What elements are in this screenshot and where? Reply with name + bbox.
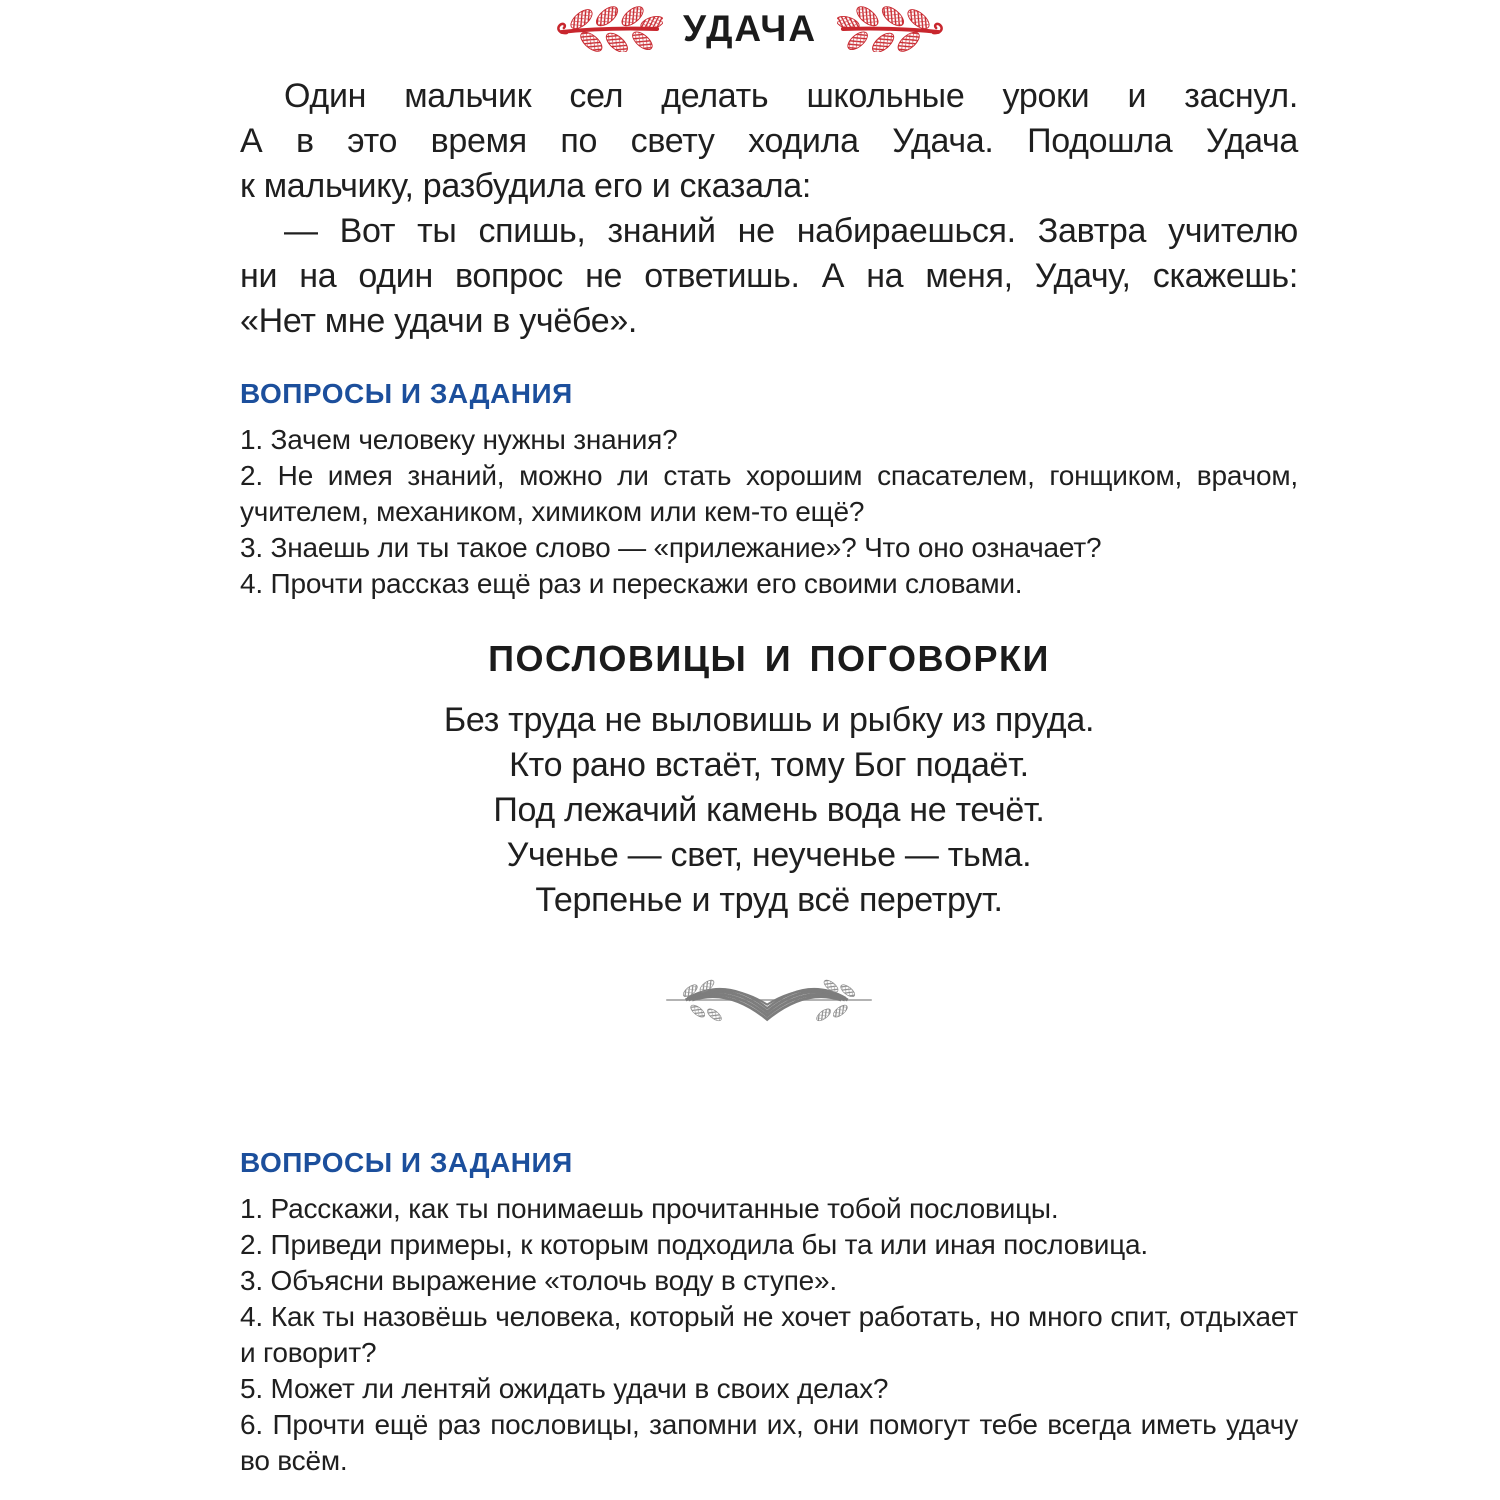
question-item: 5. Может ли лентяй ожидать удачи в своих делах? [240, 1373, 889, 1404]
story-text [240, 74, 1298, 344]
story-line: к мальчику, разбудила его и сказала: [240, 167, 812, 205]
question-item: 6. Прочти ещё раз пословицы, запомни их, они помогут тебе всегда иметь удачу во всём. [240, 1409, 1298, 1476]
question-item: 4. Как ты назовёшь человека, который не хочет работать, но много спит, отдыхает и говорит? [240, 1301, 1298, 1368]
red-branch-left-icon [555, 6, 663, 52]
red-branch-right-icon [837, 6, 945, 52]
chapter-title-row [0, 0, 1500, 52]
story-line: Один мальчик сел делать школьные уроки и заснул. [284, 77, 1298, 115]
story-line: ни на один вопрос не ответишь. А на меня, Удачу, скажешь: [240, 257, 1298, 295]
story-line: — Вот ты спишь, знаний не набираешься. Завтра учителю [284, 212, 1298, 250]
story-paragraph [240, 209, 1298, 344]
questions-list-bottom [240, 1191, 1298, 1479]
question-item: 1. Расскажи, как ты понимаешь прочитанные тобой пословицы. [240, 1193, 1059, 1224]
proverb-line: Терпенье и труд всё перетрут. [535, 881, 1003, 919]
question-item: 3. Объясни выражение «толочь воду в ступе». [240, 1265, 837, 1296]
proverb-line: Без труда не выловишь и рыбку из пруда. [443, 701, 1095, 739]
questions-heading-top: ВОПРОСЫ И ЗАДАНИЯ [240, 378, 573, 409]
page-content [240, 74, 1298, 1479]
question-item: 4. Прочти рассказ ещё раз и перескажи его своими словами. [240, 568, 1023, 599]
proverb-line: Кто рано встаёт, тому Бог подаёт. [509, 746, 1029, 784]
proverbs-heading: ПОСЛОВИЦЫ И ПОГОВОРКИ [488, 638, 1050, 679]
question-item: 3. Знаешь ли ты такое слово — «прилежание»? Что оно означает? [240, 532, 1102, 563]
chapter-title: УДАЧА [682, 8, 818, 49]
question-item: 2. Не имея знаний, можно ли стать хорошим спасателем, гонщиком, врачом, учителем, механиком, химиком или кем-то ещё? [240, 460, 1298, 527]
questions-list-top [240, 422, 1298, 602]
proverb-line: Ученье — свет, неученье — тьма. [506, 836, 1032, 874]
question-item: 2. Приведи примеры, к которым подходила бы та или иная пословица. [240, 1229, 1149, 1260]
question-item: 1. Зачем человеку нужны знания? [240, 424, 678, 455]
proverb-line: Под лежачий камень вода не течёт. [493, 791, 1045, 829]
questions-heading-bottom: ВОПРОСЫ И ЗАДАНИЯ [240, 1147, 573, 1178]
proverbs-list [240, 698, 1298, 923]
story-line: А в это время по свету ходила Удача. Подошла Удача [240, 122, 1298, 160]
section-divider [240, 975, 1298, 1025]
gray-wave-ornament-icon [662, 975, 876, 1025]
story-paragraph [240, 74, 1298, 209]
story-line: «Нет мне удачи в учёбе». [240, 302, 638, 340]
